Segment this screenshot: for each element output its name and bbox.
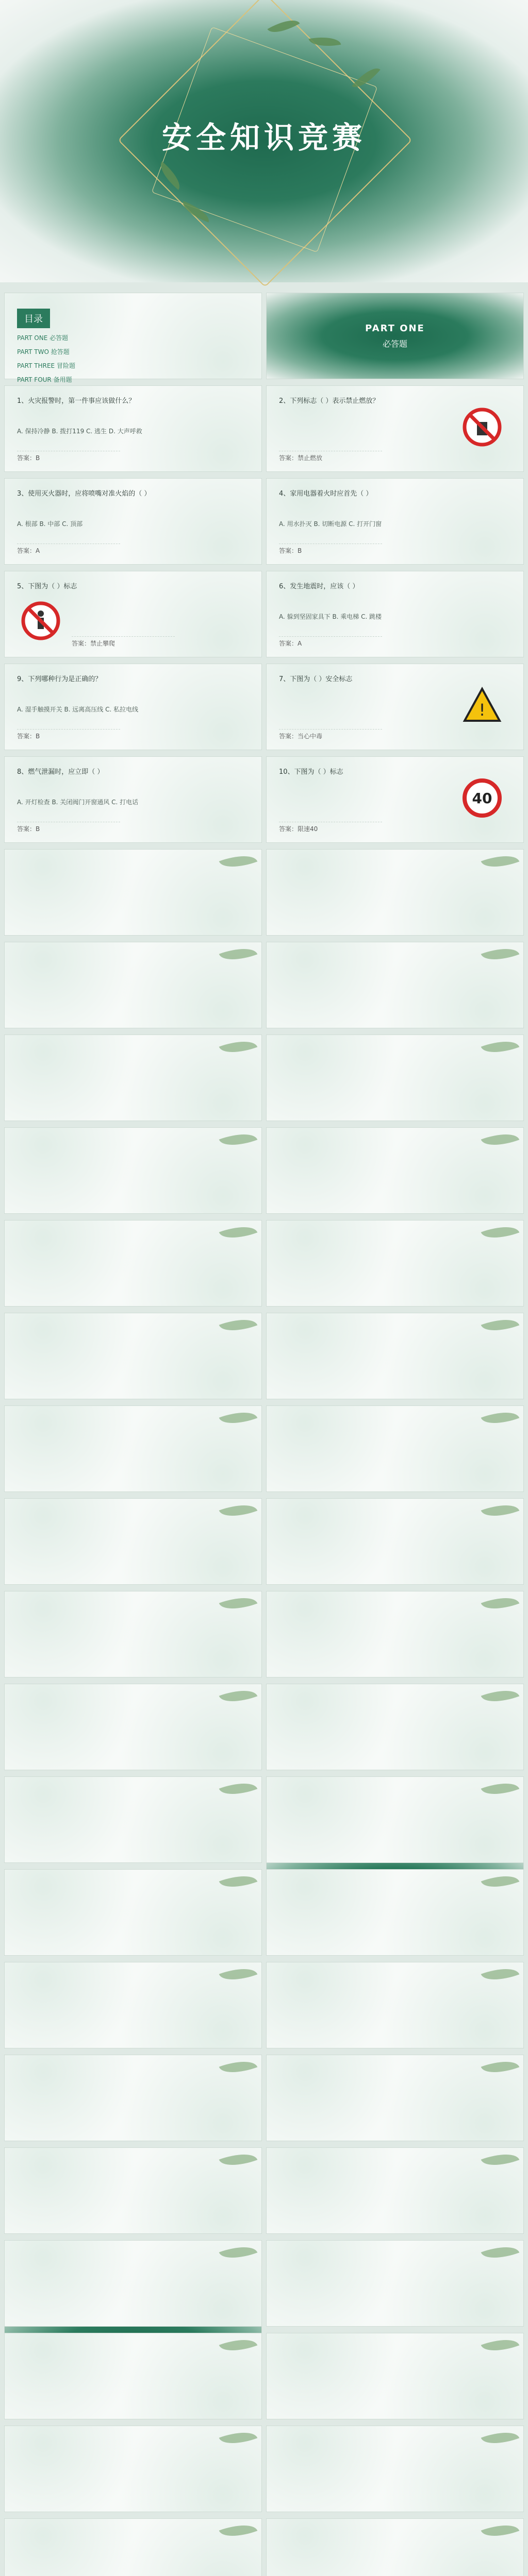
- slide-placeholder: [4, 2518, 262, 2576]
- slide-placeholder: [266, 2426, 524, 2512]
- slide-placeholder: [266, 849, 524, 936]
- slide-placeholder: [266, 1869, 524, 1956]
- toc-item[interactable]: PART FOUR 备用题: [17, 376, 72, 383]
- slide-placeholder: [266, 942, 524, 1028]
- leaf-decoration: [481, 2518, 520, 2543]
- slide-question: [266, 385, 524, 472]
- leaf-decoration: [481, 1035, 520, 1059]
- toc: [17, 309, 75, 384]
- leaf-decoration: [481, 2147, 520, 2172]
- slide-placeholder: [266, 2055, 524, 2141]
- slide-placeholder: [4, 2147, 262, 2234]
- hero-title: 安全知识竞赛: [161, 120, 366, 155]
- question-options: A. 湿手触摸开关 B. 远离高压线 C. 私拉电线: [17, 706, 139, 713]
- slide-placeholder: [266, 1035, 524, 1121]
- leaf-decoration: [481, 1591, 520, 1616]
- slide-placeholder: [266, 1405, 524, 1492]
- leaf-decoration: [481, 1498, 520, 1523]
- leaf-decoration: [219, 942, 258, 967]
- slide-question: [4, 478, 262, 565]
- leaf-decoration: [219, 1035, 258, 1059]
- question-answer: 答案：B: [17, 729, 120, 740]
- question-answer: 答案：B: [17, 451, 120, 462]
- question-options: A. 开灯检查 B. 关闭阀门开窗通风 C. 打电话: [17, 799, 139, 806]
- slide-question: [266, 571, 524, 657]
- slide-question: [4, 756, 262, 843]
- leaf-decoration: [481, 1220, 520, 1245]
- leaf-decoration: [481, 849, 520, 874]
- leaf-decoration: [219, 2240, 258, 2265]
- slide-question: [266, 756, 524, 843]
- slide-question: [266, 478, 524, 565]
- leaf-decoration: [481, 1962, 520, 1987]
- slide-section-1: [266, 293, 524, 379]
- leaf-decoration: [219, 1684, 258, 1708]
- slide-placeholder: [4, 1313, 262, 1399]
- question-answer: 答案：当心中毒: [279, 729, 382, 740]
- leaf-decoration: [219, 2518, 258, 2543]
- question-options: A. 保持冷静 B. 拨打119 C. 逃生 D. 大声呼救: [17, 428, 142, 435]
- leaf-decoration: [219, 1869, 258, 1894]
- slide-placeholder: [4, 2240, 262, 2327]
- leaf-decoration: [219, 1498, 258, 1523]
- leaf-decoration: [481, 2333, 520, 2358]
- slide-placeholder: [266, 1498, 524, 1585]
- leaf-decoration: [219, 2426, 258, 2450]
- leaf-decoration: [219, 1405, 258, 1430]
- question-options: A. 躲到坚固家具下 B. 乘电梯 C. 跳楼: [279, 613, 382, 620]
- leaf-decoration: [219, 1962, 258, 1987]
- leaf-decoration: [219, 2055, 258, 2079]
- question-answer: 答案：禁止燃放: [279, 451, 382, 462]
- prohibition-sign-icon: [461, 406, 503, 448]
- leaf-decoration: [219, 1127, 258, 1152]
- section-part: PART ONE: [365, 323, 425, 334]
- question-answer: 答案：B: [17, 822, 120, 833]
- leaf-decoration: [219, 2333, 258, 2358]
- leaf-decoration: [481, 942, 520, 967]
- slide-toc: [4, 293, 262, 383]
- question-options: A. 根部 B. 中部 C. 顶部: [17, 520, 83, 528]
- slide-placeholder: [266, 1684, 524, 1770]
- slide-placeholder: [266, 2518, 524, 2576]
- leaf-decoration: [481, 1313, 520, 1337]
- leaf-decoration: [219, 849, 258, 874]
- slide-placeholder: [4, 1405, 262, 1492]
- slide-placeholder: [266, 1127, 524, 1214]
- hero-banner: [0, 0, 528, 282]
- slide-question: [266, 664, 524, 750]
- leaf-decoration: [481, 1127, 520, 1152]
- slide-placeholder: [4, 1035, 262, 1121]
- slide-placeholder: [4, 1127, 262, 1214]
- slide-placeholder: [4, 1498, 262, 1585]
- slide-placeholder: [4, 2333, 262, 2419]
- question-answer: 答案：禁止攀爬: [72, 636, 175, 648]
- leaf-decoration: [481, 1684, 520, 1708]
- slide-placeholder: [4, 1776, 262, 1863]
- question-text: 3、使用灭火器时，应将喷嘴对准火焰的（ ）: [17, 490, 151, 498]
- question-answer: 答案：限速40: [279, 822, 382, 833]
- toc-item[interactable]: PART THREE 冒险题: [17, 362, 75, 369]
- warning-sign-icon: [461, 685, 503, 726]
- question-text: 2、下列标志（ ）表示禁止燃放？: [279, 397, 380, 405]
- question-text: 5、下图为（ ）标志: [17, 583, 77, 590]
- slide-question: [4, 571, 262, 657]
- slide-placeholder: [4, 1962, 262, 2048]
- question-text: 4、家用电器着火时应首先（ ）: [279, 490, 373, 498]
- slide-placeholder: [4, 1591, 262, 1677]
- leaf-decoration: [219, 1220, 258, 1245]
- speed-limit-sign-icon: [461, 777, 503, 819]
- leaf-decoration: [219, 2147, 258, 2172]
- question-answer: 答案：A: [17, 544, 120, 555]
- slide-question: [4, 664, 262, 750]
- slide-placeholder: [266, 2333, 524, 2419]
- leaf-decoration: [219, 1776, 258, 1801]
- leaf-decoration: [481, 1405, 520, 1430]
- slide-placeholder: [266, 1591, 524, 1677]
- question-text: 7、下图为（ ）安全标志: [279, 675, 353, 683]
- slide-placeholder: [266, 1313, 524, 1399]
- question-text: 9、下列哪种行为是正确的？: [17, 675, 102, 683]
- slide-placeholder: [4, 1684, 262, 1770]
- slide-placeholder: [4, 1220, 262, 1307]
- leaf-decoration: [481, 2055, 520, 2079]
- svg-text:40: 40: [472, 790, 492, 807]
- slide-placeholder: [4, 2055, 262, 2141]
- question-answer: 答案：B: [279, 544, 382, 555]
- leaf-decoration: [481, 1776, 520, 1801]
- question-options: A. 用水扑灭 B. 切断电源 C. 打开门窗: [279, 520, 382, 528]
- svg-text:!: !: [478, 700, 486, 720]
- slide-placeholder: [4, 849, 262, 936]
- slide-placeholder: [4, 942, 262, 1028]
- question-text: 1、火灾报警时，第一件事应该做什么？: [17, 397, 136, 405]
- slide-question: [4, 385, 262, 472]
- slide-placeholder: [266, 1220, 524, 1307]
- leaf-decoration: [481, 2426, 520, 2450]
- toc-item[interactable]: PART ONE 必答题: [17, 334, 69, 342]
- leaf-decoration: [481, 1869, 520, 1894]
- slide-placeholder: [266, 2240, 524, 2327]
- slide-placeholder: [4, 2426, 262, 2512]
- question-answer: 答案：A: [279, 636, 382, 648]
- question-text: 10、下图为（ ）标志: [279, 768, 343, 776]
- section-name: 必答题: [382, 339, 407, 349]
- question-text: 8、燃气泄漏时，应立即（ ）: [17, 768, 104, 776]
- slide-placeholder: [266, 2147, 524, 2234]
- leaf-decoration: [219, 1591, 258, 1616]
- slide-placeholder: [266, 1962, 524, 2048]
- leaf-decoration: [219, 1313, 258, 1337]
- toc-title: 目录: [17, 309, 50, 328]
- no-climbing-sign-icon: [20, 600, 61, 641]
- question-text: 6、发生地震时，应该（ ）: [279, 583, 359, 590]
- slide-placeholder: [266, 1776, 524, 1863]
- leaf-decoration: [481, 2240, 520, 2265]
- slide-placeholder: [4, 1869, 262, 1956]
- toc-item[interactable]: PART TWO 抢答题: [17, 348, 70, 355]
